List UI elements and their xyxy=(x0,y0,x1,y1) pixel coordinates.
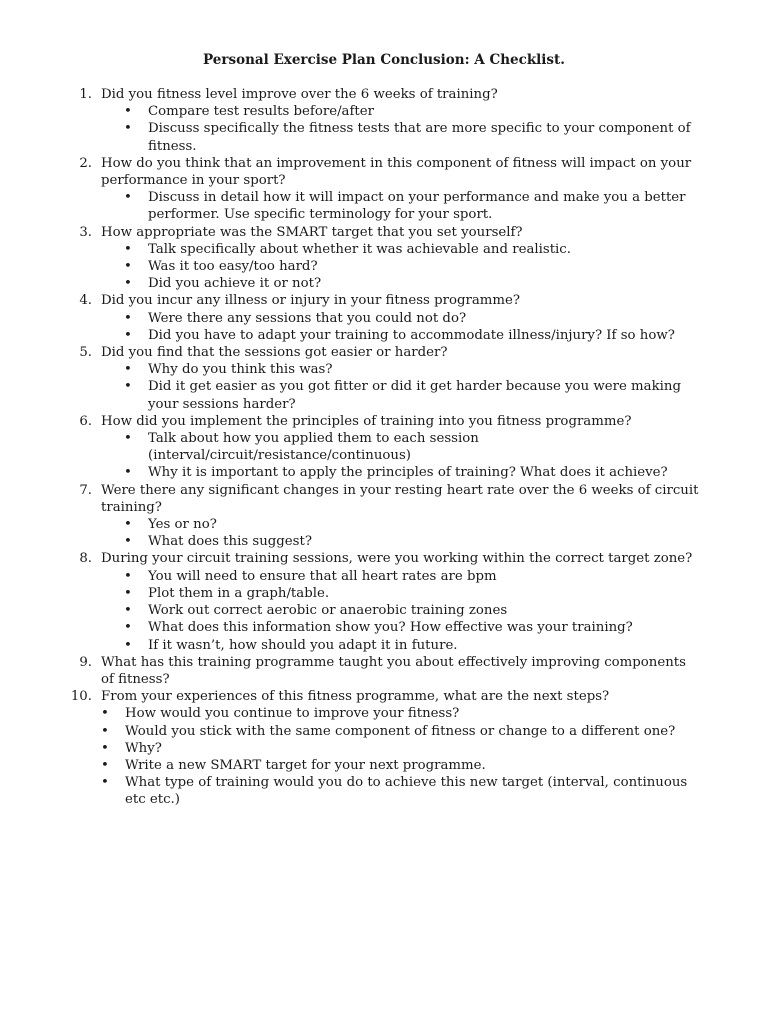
checklist xyxy=(0,86,768,809)
question-text: Were there any significant changes in your resting heart rate over the 6 weeks of circuit training? xyxy=(101,482,699,515)
bullet-item xyxy=(0,516,768,533)
sub-bullet-list xyxy=(0,189,768,223)
question-text: During your circuit training sessions, were you working within the correct target zone? xyxy=(101,551,693,567)
question-text: Did you incur any illness or injury in your fitness programme? xyxy=(101,293,520,309)
question-item xyxy=(0,688,768,808)
bullet-text: Write a new SMART target for your next programme. xyxy=(125,757,486,773)
bullet-icon: • xyxy=(124,517,132,533)
bullet-icon: • xyxy=(124,310,132,326)
bullet-icon: • xyxy=(124,190,132,206)
bullet-text: Why? xyxy=(125,740,162,756)
bullet-text: Discuss specifically the fitness tests that are more specific to your component of fitness. xyxy=(148,121,691,154)
question-item xyxy=(0,550,768,653)
bullet-icon: • xyxy=(101,775,109,791)
bullet-item xyxy=(0,619,768,636)
question-item xyxy=(0,344,768,413)
question-number: 5. xyxy=(79,345,92,361)
bullet-text: How would you continue to improve your fitness? xyxy=(125,706,460,722)
bullet-text: Did you have to adapt your training to accommodate illness/injury? If so how? xyxy=(148,327,675,343)
bullet-item xyxy=(0,189,768,223)
bullet-icon: • xyxy=(124,534,132,550)
bullet-icon: • xyxy=(124,568,132,584)
bullet-icon: • xyxy=(124,603,132,619)
question-text: How appropriate was the SMART target that you set yourself? xyxy=(101,224,523,240)
sub-bullet-list xyxy=(0,516,768,550)
question-number: 3. xyxy=(79,224,92,240)
bullet-text: Were there any sessions that you could not do? xyxy=(148,310,467,326)
bullet-text: Did it get easier as you got fitter or did it get harder because you were making your sessions harder? xyxy=(148,379,681,412)
bullet-text: Work out correct aerobic or anaerobic training zones xyxy=(148,603,508,619)
bullet-icon: • xyxy=(101,757,109,773)
bullet-icon: • xyxy=(124,637,132,653)
bullet-icon: • xyxy=(124,276,132,292)
question-number: 2. xyxy=(79,155,92,171)
sub-bullet-list xyxy=(0,241,768,293)
question-item xyxy=(0,413,768,482)
bullet-icon: • xyxy=(124,379,132,395)
question-item xyxy=(0,86,768,155)
question-text: How did you implement the principles of training into you fitness programme? xyxy=(101,413,632,429)
bullet-item xyxy=(0,378,768,412)
question-item xyxy=(0,224,768,293)
bullet-icon: • xyxy=(101,740,109,756)
bullet-text: Was it too easy/too hard? xyxy=(148,259,318,275)
bullet-item xyxy=(0,430,768,464)
document-title: Personal Exercise Plan Conclusion: A Checklist. xyxy=(203,52,565,68)
question-text: What has this training programme taught you about effectively improving components of fitness? xyxy=(101,654,686,687)
bullet-item xyxy=(0,241,768,258)
bullet-text: Plot them in a graph/table. xyxy=(148,585,330,601)
bullet-item xyxy=(0,585,768,602)
bullet-item xyxy=(0,120,768,154)
sub-bullet-list xyxy=(0,310,768,344)
bullet-text: Why it is important to apply the principles of training? What does it achieve? xyxy=(148,465,668,481)
bullet-icon: • xyxy=(124,465,132,481)
bullet-item xyxy=(0,757,768,774)
bullet-item xyxy=(0,602,768,619)
question-text: How do you think that an improvement in this component of fitness will impact on your performance in your sport? xyxy=(101,155,692,189)
bullet-text: What type of training would you do to achieve this new target (interval, continuous etc etc.) xyxy=(125,775,688,808)
question-item xyxy=(0,292,768,344)
bullet-item xyxy=(0,533,768,550)
question-text: Did you fitness level improve over the 6 weeks of training? xyxy=(101,87,498,102)
bullet-icon: • xyxy=(124,121,132,137)
bullet-item xyxy=(0,103,768,120)
sub-bullet-list xyxy=(0,361,768,413)
bullet-text: Why do you think this was? xyxy=(148,362,333,378)
bullet-icon: • xyxy=(101,723,109,739)
bullet-text: If it wasn’t, how should you adapt it in future. xyxy=(148,637,458,653)
question-number: 6. xyxy=(79,413,92,429)
bullet-item xyxy=(0,258,768,275)
bullet-item xyxy=(0,740,768,757)
bullet-icon: • xyxy=(124,362,132,378)
bullet-item xyxy=(0,723,768,740)
question-number: 10. xyxy=(70,689,92,705)
bullet-icon: • xyxy=(124,327,132,343)
bullet-text: What does this information show you? How effective was your training? xyxy=(148,620,633,636)
sub-bullet-list xyxy=(0,430,768,482)
bullet-icon: • xyxy=(124,620,132,636)
bullet-icon: • xyxy=(124,431,132,447)
bullet-text: Talk specifically about whether it was achievable and realistic. xyxy=(148,241,571,257)
bullet-item xyxy=(0,464,768,481)
bullet-text: Discuss in detail how it will impact on your performance and make you a better performer. Use specific terminology for your sport. xyxy=(148,190,686,223)
bullet-item xyxy=(0,705,768,722)
next-steps-bullet-list xyxy=(0,705,768,808)
sub-bullet-list xyxy=(0,103,768,155)
question-item xyxy=(0,654,768,688)
bullet-icon: • xyxy=(124,241,132,257)
bullet-item xyxy=(0,637,768,654)
question-number: 1. xyxy=(79,87,92,102)
bullet-icon: • xyxy=(101,706,109,722)
bullet-icon: • xyxy=(124,585,132,601)
question-number: 7. xyxy=(79,482,92,498)
bullet-item xyxy=(0,327,768,344)
sub-bullet-list xyxy=(0,568,768,654)
bullet-text: You will need to ensure that all heart rates are bpm xyxy=(148,568,497,584)
bullet-item xyxy=(0,361,768,378)
bullet-text: What does this suggest? xyxy=(148,534,312,550)
question-number: 8. xyxy=(79,551,92,567)
bullet-text: Did you achieve it or not? xyxy=(148,276,322,292)
bullet-text: Talk about how you applied them to each session (interval/circuit/resistance/continuous) xyxy=(148,431,479,464)
bullet-icon: • xyxy=(124,259,132,275)
bullet-item xyxy=(0,275,768,292)
bullet-icon: • xyxy=(124,104,132,120)
question-text: Did you find that the sessions got easier or harder? xyxy=(101,345,448,361)
question-item xyxy=(0,155,768,224)
question-text: From your experiences of this fitness programme, what are the next steps? xyxy=(101,689,610,705)
bullet-item xyxy=(0,568,768,585)
bullet-text: Would you stick with the same component of fitness or change to a different one? xyxy=(125,723,676,739)
bullet-text: Yes or no? xyxy=(148,517,217,533)
question-number: 4. xyxy=(79,293,92,309)
question-number: 9. xyxy=(79,654,92,670)
bullet-item xyxy=(0,774,768,808)
bullet-item xyxy=(0,310,768,327)
bullet-text: Compare test results before/after xyxy=(148,104,374,120)
question-item xyxy=(0,482,768,551)
